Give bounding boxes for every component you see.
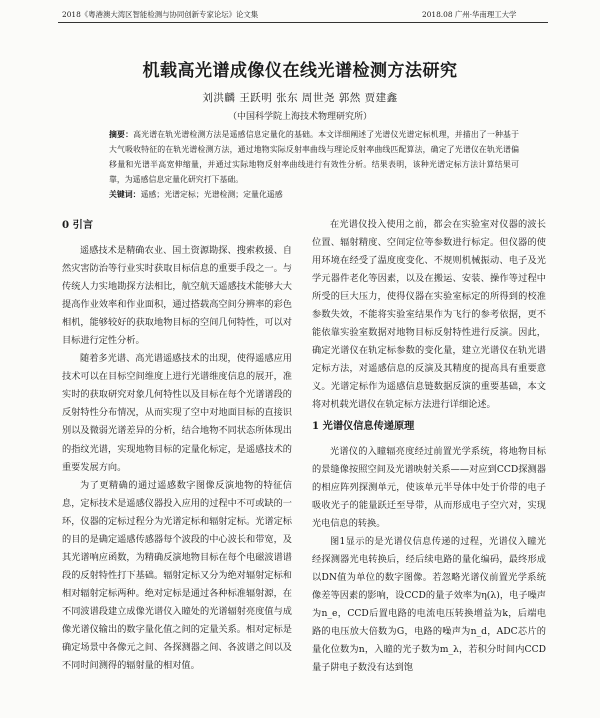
paragraph: 光谱仪的入瞳辐亮度经过前置光学系统，将地物目标的景缝像按照空间及光谱映射关系——对应到CCD探测器的相应阵列探测单元，使该单元半导体中处于价带的电子吸收光子的能量跃迁至导带，从而形成电子空穴对，实现光电信息的转换。 [312,445,546,529]
paragraph: 图1显示的是光谱仪信息传递的过程，光谱仪入瞳光经探测器光电转换后，经后续电路的量化编码，最终形成以DN值为单位的数字图像。若忽略光谱仪前置光学系统像差等因素的影响，设CCD的量子效率为η(λ)，电子噪声为n_e，CCD后置电路的电流电压转换增益为k，后端电路的电压放大倍数为G，电路的噪声为n_d，ADC芯片的量化位数为n，入瞳的光子数为m_λ，若积分时间内CCD量子阱电子数没有达到饱 [312,535,546,674]
keywords [109,189,519,200]
paragraph: 为了更精确的通过遥感数字图像反演地物的特征信息，定标技术是遥感仪器投入应用的过程中不可或缺的一环，仪器的定标过程分为光谱定标和辐射定标。光谱定标的目的是确定遥感传感器每个波段的中心波长和带宽，及其光谱响应函数，为精确反演地物目标在每个电磁波谱谱段的反射特性打下基础。辐射定标又分为绝对辐射定标和相对辐射定标两种。绝对定标是通过各种标准辐射源，在不同波谱段建立成像光谱仪入瞳处的光谱辐射亮度值与成像光谱仪输出的数字量化值之间的定量关系。相对定标是确定场景中各像元之间、各探测器之间、各波谱之间以及不同时间测得的辐射量的相对值。 [62,479,292,672]
paragraph: 遥感技术是精确农业、国土资源勘探、搜索救援、自然灾害防治等行业实时获取目标信息的重要手段之一。与传统人力实地勘探方法相比，航空航天遥感技术能够大大提高作业效率和作业面积，通过搭载高空间分辨率的彩色相机，能够较好的获取地物目标的空间几何特性，可以对目标进行定性分析。 [62,245,292,347]
paragraph: 在光谱仪投入使用之前，都会在实验室对仪器的波长位置、辐射精度、空间定位等参数进行标定。但仪器的使用环境在经受了温度度变化、不规则机械振动、电子及光学元器件老化等因素，以及在搬运、安装、操作等过程中所受的巨大压力，使得仪器在实验室标定的所得到的校准参数失效，不能将实验室结果作为飞行的参考依据，更不能依靠实验室数据对地物目标反射特性进行反演。因此，确定光谱仪在轨定标参数的变化量，建立光谱仪在轨光谱定标方法，对遥感信息的反演及其精度的提高具有重要意义。光谱定标作为遥感信息链数据反演的重要基础，本文将对机载光谱仪在轨定标方法进行详细论述。 [312,219,546,411]
paper-title: 机载高光谱成像仪在线光谱检测方法研究 [142,61,458,81]
header-conference: 2018《粤港澳大湾区智能检测与协同创新专家论坛》论文集 [62,10,259,19]
header-divider [58,22,548,23]
abstract-label: 摘要： [109,130,134,139]
keywords-label: 关键词： [109,190,141,199]
abstract [109,127,519,187]
header-date-venue: 2018.08 广州·华南理工大学 [422,10,517,19]
section-heading-principle: 1 光谱仪信息传递原理 [312,419,415,432]
keywords-text: 遥感；光谱定标；光谱检测；定量化遥感 [140,190,283,199]
section-heading-introduction: 0 引言 [62,219,94,231]
left-column [62,216,292,675]
paper-authors: 刘洪麟 王跃明 张东 周世尧 郭然 贾建鑫 [202,92,398,104]
running-header [0,9,600,21]
abstract-text: 高光谱在轨光谱检测方法是遥感信息定量化的基础。本文详细阐述了光谱仪光谱定标机理，并描出了一种基于大气吸收特征的在轨光谱检测方法，通过地物实际反射率曲线与理论反射率曲线匹配算法，确定了光谱仪在轨光谱偏移量和光谱半高宽伸缩量，并通过实际地物反射率曲线进行有效性分析。结果表明，该种光谱定标方法计算结果可靠，为遥感信息定量化研究打下基础。 [109,130,519,184]
right-column [312,216,546,677]
paper-affiliation: （中国科学院上海技术物理研究所） [227,112,372,122]
paragraph: 随着多光谱、高光谱遥感技术的出现，使得遥感应用技术可以在目标空间维度上进行光谱维度信息的展开，准实时的获取研究对象几何特性以及目标在每个光谱谱段的反射特性分布情况，从而实现了空中对地面目标的直接识别以及微弱光谱差异的分析，结合地物不同状态所体现出的指纹光谱，实现地物目标的定量化标定，是遥感技术的重要发展方向。 [62,353,292,473]
